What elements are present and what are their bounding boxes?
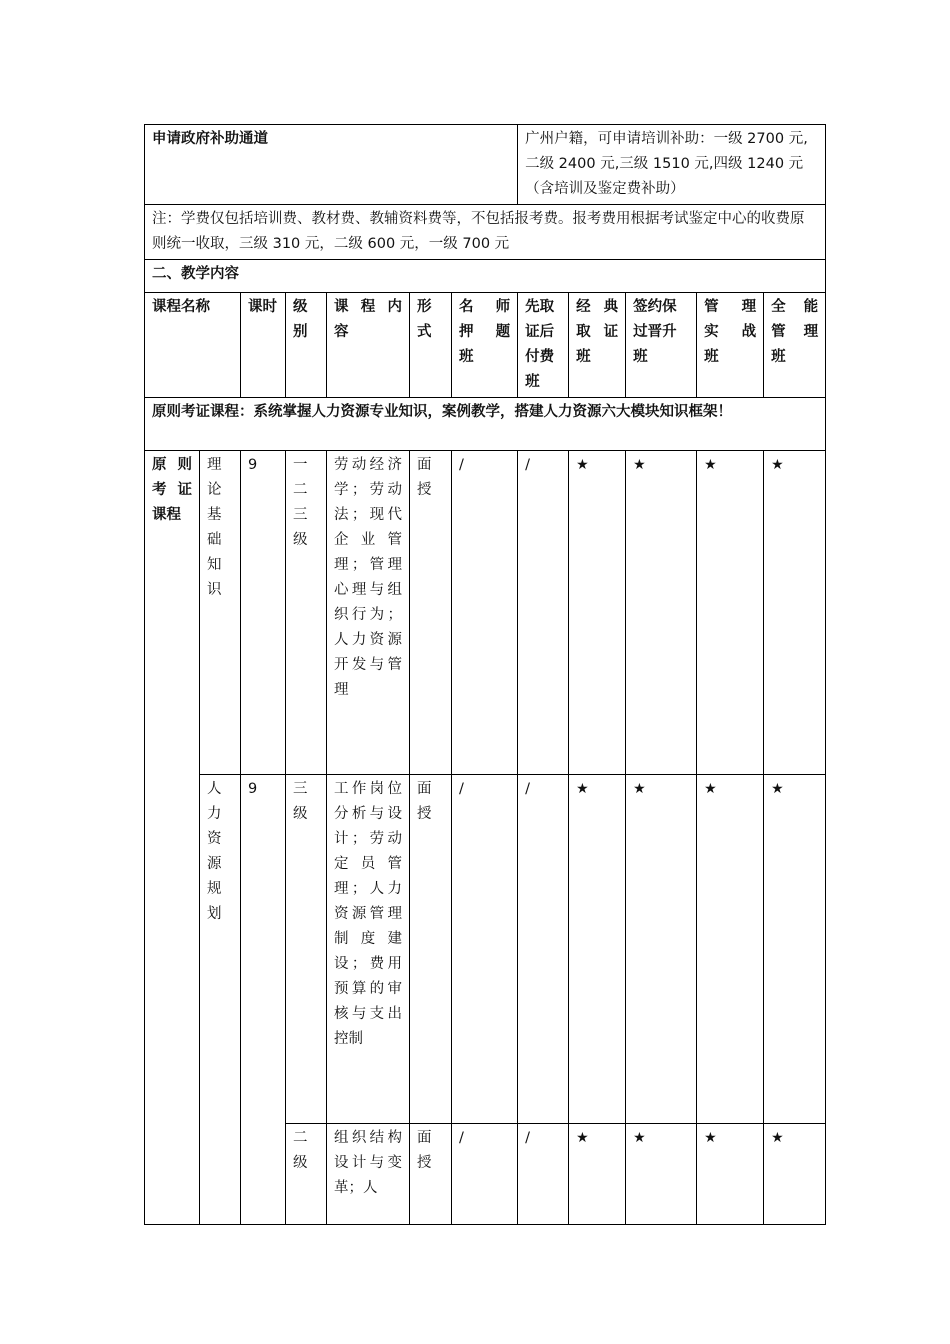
header-level: 级别: [286, 293, 327, 398]
class-1-cell: /: [452, 775, 518, 1124]
course-table: [144, 124, 826, 1225]
course-group-label: 原则考证课程: [145, 451, 200, 1225]
course-hours: 9: [241, 451, 286, 775]
section-title: 二、教学内容: [145, 260, 826, 293]
course-level: 二级: [286, 1124, 327, 1225]
course-content: 劳动经济学；劳动法；现代企业管理；管理心理与组织行为；人力资源开发与管理: [327, 451, 410, 775]
header-course-name: 课程名称: [145, 293, 241, 398]
header-hours: 课时: [241, 293, 286, 398]
document-page: [144, 124, 825, 1225]
class-3-star: ★: [569, 1124, 626, 1225]
class-3-star: ★: [569, 775, 626, 1124]
class-6-star: ★: [764, 451, 826, 775]
header-class-2: 先取证后付费班: [518, 293, 569, 398]
class-2-cell: /: [518, 451, 569, 775]
course-name: 人力资源规划: [200, 775, 241, 1225]
course-content: 工作岗位分析与设计；劳动定员管理；人力资源管理制度建设；费用预算的审核与支出控制: [327, 775, 410, 1124]
header-form: 形式: [410, 293, 452, 398]
course-form: 面授: [410, 1124, 452, 1225]
course-form: 面授: [410, 451, 452, 775]
course-hours: 9: [241, 775, 286, 1225]
class-5-star: ★: [697, 1124, 764, 1225]
class-3-star: ★: [569, 451, 626, 775]
header-class-6: 全 能 管 理 班: [764, 293, 826, 398]
section-row: [145, 260, 826, 293]
subsidy-text: 广州户籍，可申请培训补助：一级 2700 元,二级 2400 元,三级 1510 元,四级 1240 元（含培训及鉴定费补助）: [518, 125, 826, 205]
header-class-1: 名 师 押 题 班: [452, 293, 518, 398]
course-row: [145, 775, 826, 1124]
note-row: [145, 205, 826, 260]
class-4-star: ★: [626, 451, 697, 775]
class-5-star: ★: [697, 775, 764, 1124]
category-banner: 原则考证课程：系统掌握人力资源专业知识，案例教学，搭建人力资源六大模块知识框架！: [145, 398, 826, 451]
course-name: 理论基础知识: [200, 451, 241, 775]
course-level: 三级: [286, 775, 327, 1124]
header-class-5: 管 理 实 战 班: [697, 293, 764, 398]
header-content: 课 程 内 容: [327, 293, 410, 398]
course-row: [145, 451, 826, 775]
class-5-star: ★: [697, 451, 764, 775]
class-4-star: ★: [626, 775, 697, 1124]
class-2-cell: /: [518, 775, 569, 1124]
subsidy-label: 申请政府补助通道: [145, 125, 518, 205]
subsidy-row: [145, 125, 826, 205]
fee-note: 注：学费仅包括培训费、教材费、教辅资料费等，不包括报考费。报考费用根据考试鉴定中心的收费原则统一收取，三级 310 元，二级 600 元，一级 700 元: [145, 205, 826, 260]
course-form: 面授: [410, 775, 452, 1124]
class-4-star: ★: [626, 1124, 697, 1225]
class-1-cell: /: [452, 1124, 518, 1225]
course-content: 组织结构设计与变革；人: [327, 1124, 410, 1225]
class-1-cell: /: [452, 451, 518, 775]
class-6-star: ★: [764, 1124, 826, 1225]
category-row: [145, 398, 826, 451]
header-class-3: 经 典 取 证 班: [569, 293, 626, 398]
course-level: 一二三级: [286, 451, 327, 775]
header-row: [145, 293, 826, 398]
class-2-cell: /: [518, 1124, 569, 1225]
class-6-star: ★: [764, 775, 826, 1124]
header-class-4: 签约保过晋升班: [626, 293, 697, 398]
